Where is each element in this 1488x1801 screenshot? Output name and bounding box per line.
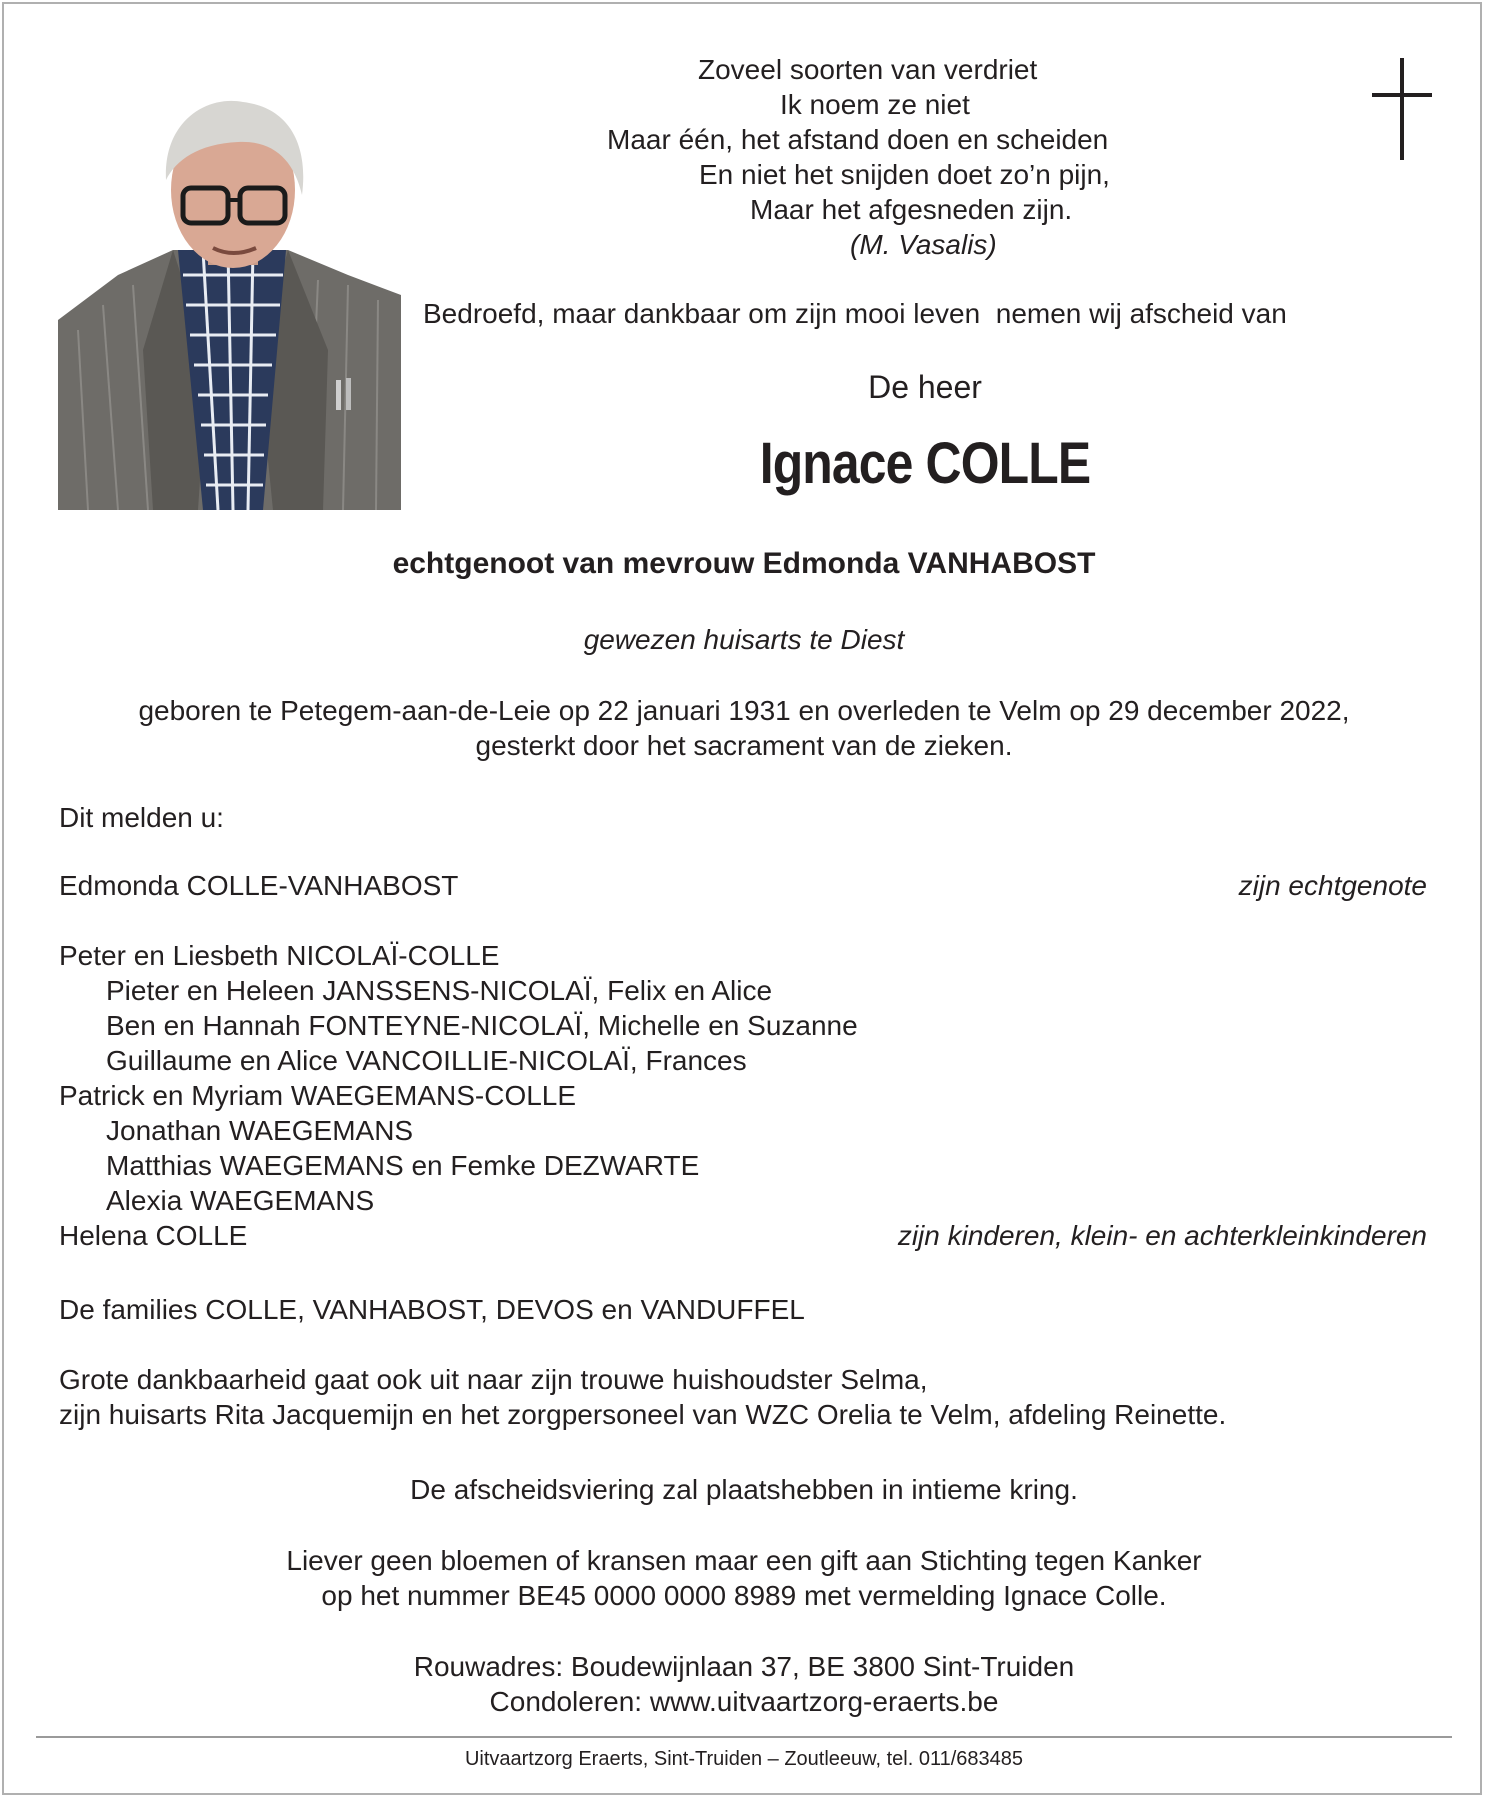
birth-death-line-2: gesterkt door het sacrament van de zieken. — [475, 730, 1013, 761]
thanks-line-2: zijn huisarts Rita Jacquemijn en het zorgpersoneel van WZC Orelia te Velm, afdeling Reinette. — [59, 1399, 1227, 1430]
footer-divider — [36, 1736, 1452, 1738]
birth-death-line-1: geboren te Petegem-aan-de-Leie op 22 januari 1931 en overleden te Velm op 29 december 2022, — [138, 695, 1350, 726]
poem-line: En niet het snijden doet zo’n pijn, — [699, 159, 1110, 190]
deceased-name-wrap — [625, 430, 1225, 500]
thanks-line-1: Grote dankbaarheid gaat ook uit naar zijn trouwe huishoudster Selma, — [59, 1364, 928, 1395]
cross-icon — [1372, 58, 1432, 160]
portrait-photo — [58, 100, 401, 510]
ceremony: De afscheidsviering zal plaatshebben in intieme kring. — [410, 1474, 1078, 1505]
poem-line: Ik noem ze niet — [780, 89, 970, 120]
address: Rouwadres: Boudewijnlaan 37, BE 3800 Sint-Truiden — [413, 1651, 1075, 1682]
announce: Dit melden u: — [59, 802, 224, 833]
profession: gewezen huisarts te Diest — [583, 624, 905, 655]
footer: Uitvaartzorg Eraerts, Sint-Truiden – Zoutleeuw, tel. 011/683485 — [464, 1748, 1024, 1770]
poem-author: (M. Vasalis) — [850, 229, 997, 260]
poem-line: Maar het afgesneden zijn. — [750, 194, 1073, 225]
poem-line: Zoveel soorten van verdriet — [698, 54, 1038, 85]
widow-relation: zijn echtgenote — [1238, 870, 1427, 901]
family-list — [59, 938, 858, 1253]
spouse-line: echtgenoot van mevrouw Edmonda VANHABOST — [392, 547, 1096, 580]
family-member: Alexia WAEGEMANS — [106, 1185, 375, 1216]
family-member: Ben en Hannah FONTEYNE-NICOLAÏ, Michelle en Suzanne — [106, 1010, 858, 1041]
family-member: Peter en Liesbeth NICOLAÏ-COLLE — [59, 940, 500, 971]
poem-line: Maar één, het afstand doen en scheiden — [607, 124, 1109, 155]
family-member: Pieter en Heleen JANSSENS-NICOLAÏ, Felix en Alice — [106, 975, 773, 1006]
donation-line-2: op het nummer BE45 0000 0000 8989 met vermelding Ignace Colle. — [321, 1580, 1167, 1611]
family-member: Matthias WAEGEMANS en Femke DEZWARTE — [106, 1150, 700, 1181]
intro-text: Bedroefd, maar dankbaar om zijn mooi leven nemen wij afscheid van — [423, 298, 1287, 329]
families-line: De families COLLE, VANHABOST, DEVOS en VANDUFFEL — [59, 1294, 805, 1325]
donation-line-1: Liever geen bloemen of kransen maar een gift aan Stichting tegen Kanker — [286, 1545, 1202, 1576]
family-member: Jonathan WAEGEMANS — [106, 1115, 414, 1146]
deceased-name: Ignace COLLE — [759, 431, 1091, 496]
family-relation: zijn kinderen, klein- en achterkleinkinderen — [897, 1220, 1427, 1251]
title-prefix: De heer — [868, 369, 982, 405]
poem — [520, 52, 1250, 262]
family-member: Helena COLLE — [59, 1220, 248, 1251]
widow-name: Edmonda COLLE-VANHABOST — [59, 870, 459, 901]
family-member: Guillaume en Alice VANCOILLIE-NICOLAÏ, Frances — [106, 1045, 747, 1076]
family-member: Patrick en Myriam WAEGEMANS-COLLE — [59, 1080, 577, 1111]
condolences: Condoleren: www.uitvaartzorg-eraerts.be — [489, 1686, 999, 1717]
